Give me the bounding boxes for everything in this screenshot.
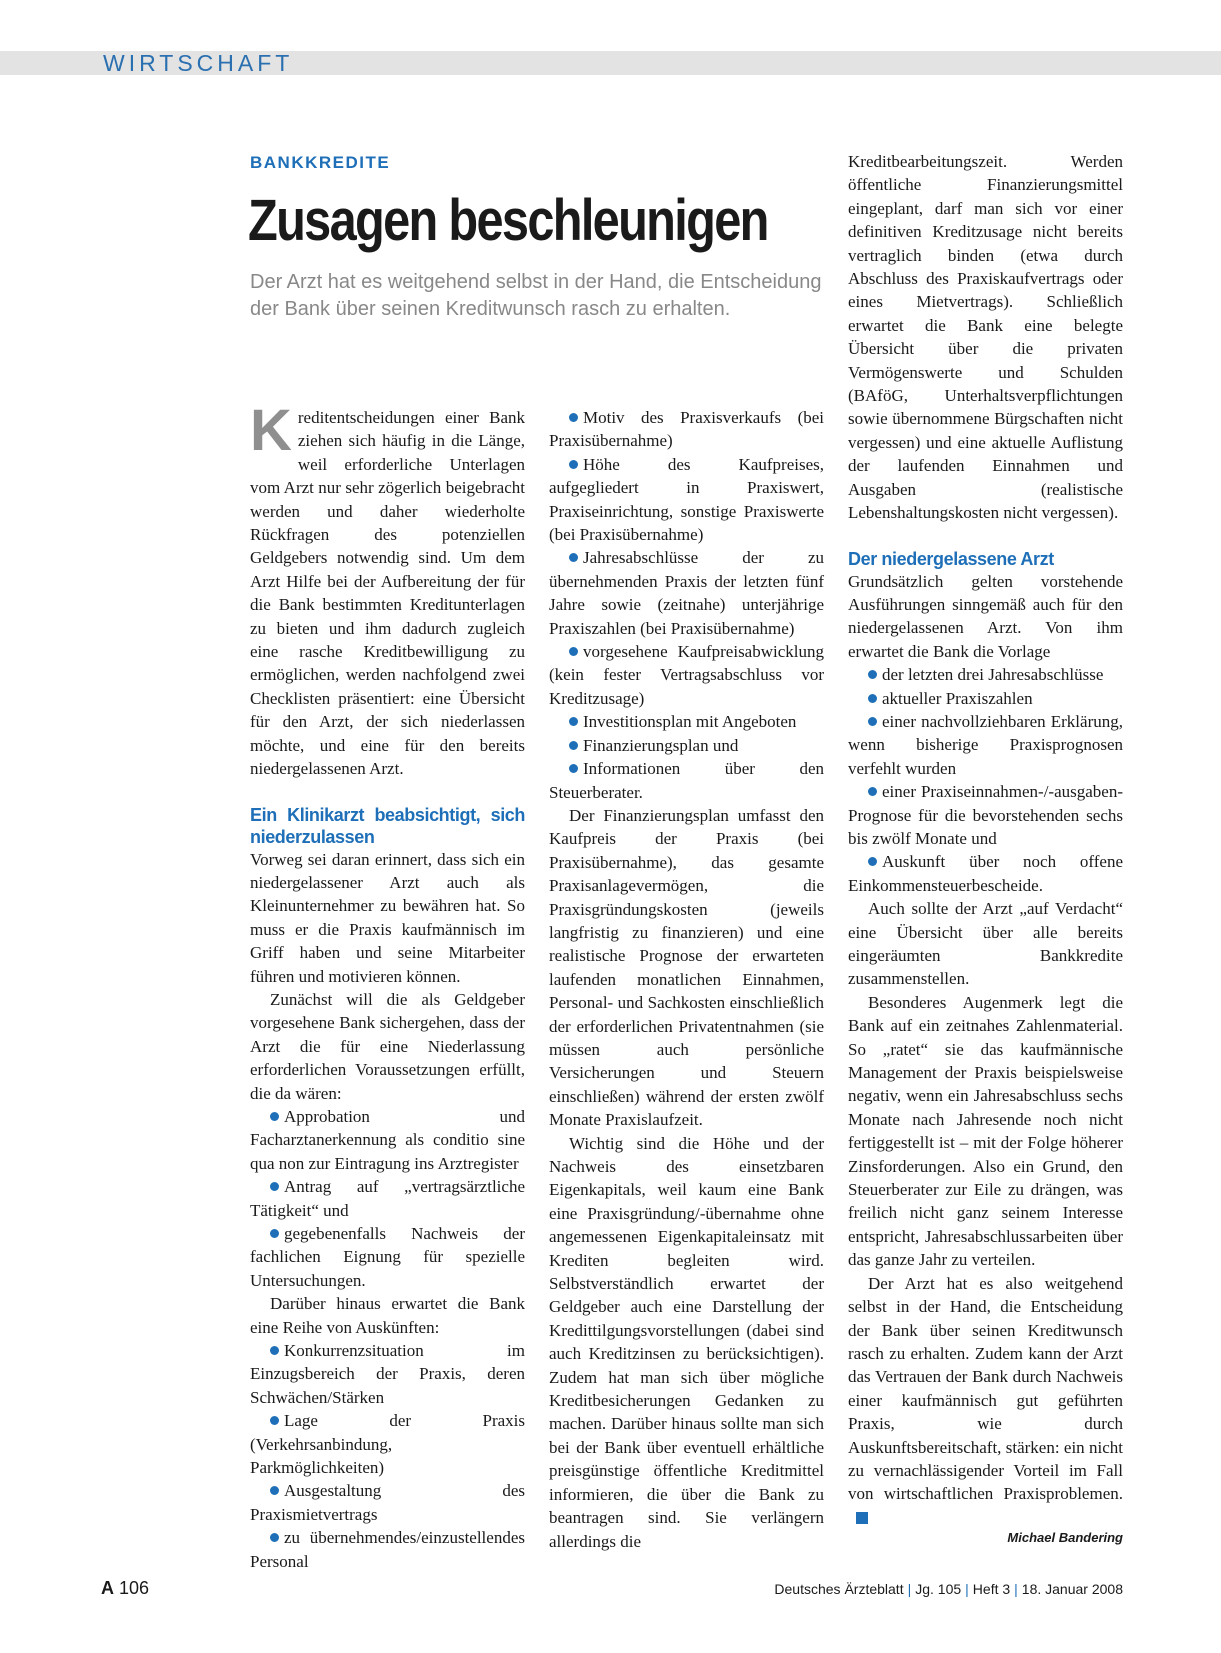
footer-separator: | [1014, 1581, 1018, 1597]
publication-footer [774, 1580, 1123, 1598]
closing-paragraph: Der Arzt hat es also weitgehend selbst in der Hand, die Entscheidung der Bank über seinen Kreditwunsch rasch zu erhalten. Zudem kann der Arzt das Vertrauen der Bank durch Nachweis einer kaufmännisch gut geführten Praxis, wie durch Auskunftsbereitschaft, stärken: ein nicht zu vernachlässigender Vorteil im Fall von wirtschaftlichen Praxisproblemen. [848, 1272, 1123, 1529]
list-item: zu übernehmendes/einzustellendes Personal [250, 1528, 525, 1571]
list-item: einer nachvollziehbaren Erklärung, wenn bisherige Praxisprognosen verfehlt wurden [848, 711, 1123, 778]
list-item: Motiv des Praxisverkaufs (bei Praxisübernahme) [549, 408, 824, 451]
bullet-icon [569, 553, 578, 562]
bullet-icon [868, 787, 877, 796]
checklist-voraussetzungen [250, 1105, 525, 1292]
footer-separator: | [965, 1581, 969, 1597]
list-item: Auskunft über noch offene Einkommensteuerbescheide. [848, 852, 1123, 895]
issue-date: 18. Januar 2008 [1021, 1581, 1123, 1597]
page-number: A 106 [101, 1578, 150, 1598]
bullet-icon [270, 1416, 279, 1425]
bullet-icon [270, 1533, 279, 1542]
paragraph: Darüber hinaus erwartet die Bank eine Reihe von Auskünften: [250, 1294, 525, 1337]
bullet-icon [270, 1229, 279, 1238]
bullet-icon [868, 717, 877, 726]
bullet-icon [569, 460, 578, 469]
column-2 [549, 406, 824, 1553]
bullet-icon [868, 670, 877, 679]
intro-paragraph [250, 398, 525, 781]
list-item: Lage der Praxis (Verkehrsanbindung, Parkmöglichkeiten) [250, 1411, 525, 1478]
list-item: vorgesehene Kaufpreisabwicklung (kein fester Vertragsabschluss vor Kreditzusage) [549, 642, 824, 708]
bullet-icon [868, 857, 877, 866]
bullet-icon [569, 764, 578, 773]
bullet-icon [270, 1112, 279, 1121]
author-byline: Michael Bandering [1007, 1530, 1123, 1546]
paragraph: Zunächst will die als Geldgeber vorgesehene Bank sichergehen, dass der Arzt die für eine Niederlassung erforderlichen Voraussetzungen erfüllt, die da wären: [250, 989, 525, 1103]
volume: Jg. 105 [915, 1581, 962, 1597]
list-item: einer Praxiseinnahmen-/-ausgaben-Prognose für die bevorstehenden sechs bis zwölf Monate und [848, 782, 1123, 848]
checklist-auskuenfte [250, 1339, 525, 1573]
list-item: Jahresabschlüsse der zu übernehmenden Praxis der letzten fünf Jahre sowie (zeitnahe) unterjährige Praxiszahlen (bei Praxisübernahme) [549, 548, 824, 638]
intro-text: reditentscheidungen einer Bank ziehen sich häufig in die Länge, weil erforderliche Unterlagen vom Arzt nur sehr zögerlich beigebracht werden und daher wiederholte Rückfragen des potenziellen Geldgebers notwendig sind. Um dem Arzt Hilfe bei der Aufbereitung der für die Bank bestimmten Kreditunterlagen zu bieten und ihm dadurch zugleich eine rasche Kreditbewilligung zu ermöglichen, werden nachfolgend zwei Checklisten präsentiert: eine Übersicht für den Arzt, der sich niederlassen möchte, und eine für den bereits niedergelassenen Arzt. [250, 408, 525, 779]
paragraph: Grundsätzlich gelten vorstehende Ausführungen sinngemäß auch für den niedergelassenen Arzt. Von ihm erwartet die Bank die Vorlage [848, 571, 1123, 661]
footer-separator: | [907, 1581, 912, 1597]
list-item: Ausgestaltung des Praxismietvertrags [250, 1481, 525, 1524]
article-subtitle: Der Arzt hat es weitgehend selbst in der Hand, die Entscheidung der Bank über seinen Kreditwunsch rasch zu erhalten. [250, 271, 822, 320]
column-1 [250, 398, 525, 1573]
paragraph: Kreditbearbeitungszeit. Werden öffentliche Finanzierungsmittel eingeplant, darf man sich vor einer definitiven Kreditzusage nicht bereits vertraglich binden (etwa durch Abschluss des Praxiskaufvertrags oder eines Mietvertrags). Schließlich erwartet die Bank eine belegte Übersicht über die privaten Vermögenswerte und Schulden (BAföG, Unterhaltsverpflichtungen sowie übernommene Bürgschaften nicht vergessen) und eine aktuelle Auflistung der laufenden Einnahmen und Ausgaben (realistische Lebenshaltungskosten nicht vergessen). [848, 152, 1123, 523]
checklist-niedergelassen [848, 663, 1123, 897]
bullet-icon [569, 647, 578, 656]
checklist-praxisuebernahme [549, 406, 824, 804]
list-item: der letzten drei Jahresabschlüsse [848, 663, 1123, 686]
section-rubric: WIRTSCHAFT [103, 50, 294, 76]
article-title: Zusagen beschleunigen [248, 188, 768, 253]
article-kicker: BANKKREDITE [250, 153, 391, 172]
list-item: aktueller Praxiszahlen [848, 687, 1123, 710]
drop-cap: K [250, 398, 292, 463]
list-item: Konkurrenzsituation im Einzugsbereich der Praxis, deren Schwächen/Stärken [250, 1341, 525, 1407]
end-mark-icon [856, 1512, 868, 1524]
bullet-icon [569, 741, 578, 750]
bullet-icon [569, 413, 578, 422]
list-item: Höhe des Kaufpreises, aufgegliedert in Praxiswert, Praxiseinrichtung, sonstige Praxiswerte (bei Praxisübernahme) [549, 454, 824, 545]
paragraph: Wichtig sind die Höhe und der Nachweis des einsetzbaren Eigenkapitals, weil kaum eine Bank eine Praxisgründung/-übernahme ohne angemessenen Eigenkapitaleinsatz mit Krediten begleiten wird. Selbstverständlich erwartet der Geldgeber auch eine Darstellung der Kredittilgungsvorstellungen (dabei sind auch Kreditzinsen zu berücksichtigen). Zudem hat man sich über mögliche Kreditbesicherungen Gedanken zu machen. Darüber hinaus sollte man sich bei der Bank über eventuell erhältliche preisgünstige öffentliche Kreditmittel informieren, die über die Bank zu beantragen sind. Sie verlängern allerdings die [549, 1133, 824, 1551]
paragraph: Auch sollte der Arzt „auf Verdacht“ eine Übersicht über alle bereits eingeräumten Bankkredite zusammenstellen. [848, 899, 1123, 989]
paragraph: Der Finanzierungsplan umfasst den Kaufpreis der Praxis (bei Praxisübernahme), das gesamte Praxisanlagevermögen, die Praxisgründungskosten (jeweils langfristig zu finanzieren) und eine realistische Prognose der erwarteten laufenden monatlichen Einnahmen, Personal- und Sachkosten einschließlich der erforderlichen Privatentnahmen (sie müssen auch persönliche Versicherungen und Steuern einschließen) während der ersten zwölf Monate Praxislaufzeit. [549, 805, 824, 1130]
issue: Heft 3 [972, 1581, 1011, 1597]
paragraph: Vorweg sei daran erinnert, dass sich ein niedergelassener Arzt auch als Kleinunternehmer zu bewähren hat. So muss er die Praxis kaufmännisch im Griff haben und seine Mitarbeiter führen und motivieren können. [250, 849, 525, 986]
section-heading-niedergelassen: Der niedergelassene Arzt [848, 548, 1054, 569]
list-item: Approbation und Facharztanerkennung als conditio sine qua non zur Eintragung ins Arztregister [250, 1106, 525, 1173]
section-heading-klinikarzt: Ein Klinikarzt beabsichtigt, sich niederzulassen [250, 804, 525, 847]
list-item: Finanzierungsplan und [549, 734, 824, 757]
list-item: gegebenenfalls Nachweis der fachlichen Eignung für spezielle Untersuchungen. [250, 1224, 525, 1290]
column-3 [848, 150, 1123, 1547]
paragraph: Besonderes Augenmerk legt die Bank auf ein zeitnahes Zahlenmaterial. So „ratet“ sie das kaufmännische Management der Praxis beispielsweise negativ, wenn ein Jahresabschluss sechs Monate nach Jahresende noch nicht fertiggestellt ist – mit der Folge höherer Zinsforderungen. Also ein Grund, den Steuerberater zur Eile zu drängen, was freilich nicht ganz seinem Interesse entspricht, Jahresabschlussarbeiten über das ganze Jahr zu verteilen. [848, 992, 1123, 1270]
bullet-icon [270, 1346, 279, 1355]
list-item: Antrag auf „vertragsärztliche Tätigkeit“ und [250, 1177, 525, 1220]
list-item: Informationen über den Steuerberater. [549, 759, 824, 802]
bullet-icon [569, 717, 578, 726]
publication-name: Deutsches Ärzteblatt [774, 1581, 904, 1597]
bullet-icon [868, 694, 877, 703]
bullet-icon [270, 1486, 279, 1495]
bullet-icon [270, 1182, 279, 1191]
list-item: Investitionsplan mit Angeboten [549, 710, 824, 733]
